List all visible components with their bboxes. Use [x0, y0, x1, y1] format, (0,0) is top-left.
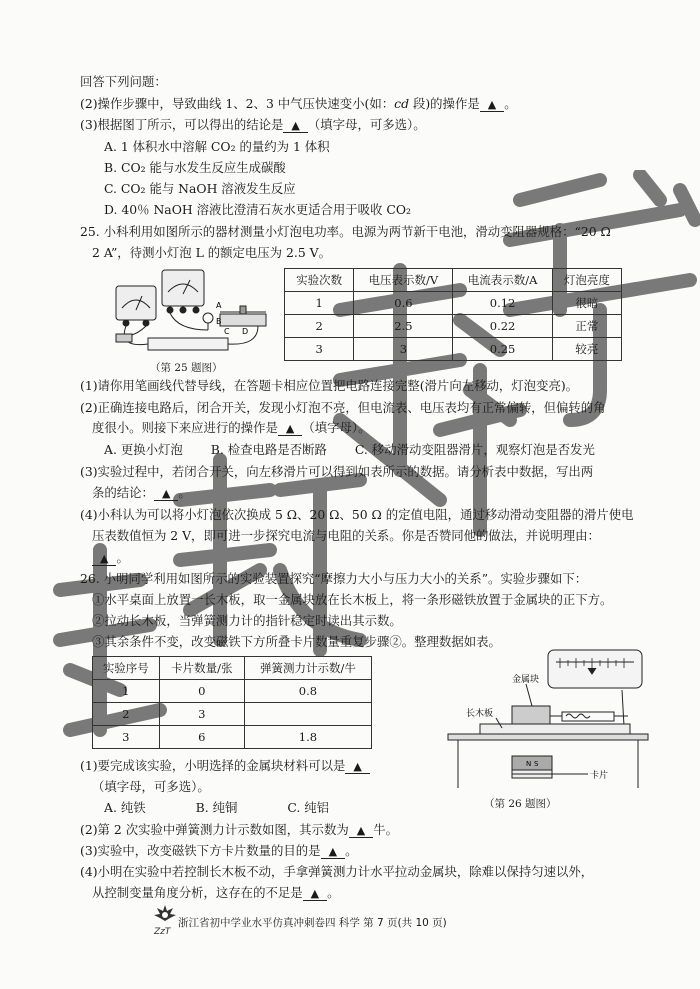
- table-row: [285, 315, 622, 338]
- q26-part3-end: 。: [345, 843, 358, 858]
- q26-figure-caption: （第 26 题图）: [484, 798, 557, 810]
- q25-part1: (1)请你用笔画线代替导线，在答题卡相应位置把电路连接完整(滑片向左移动，灯泡变亮)。: [80, 378, 579, 393]
- q24-part2-text: (2)操作步骤中，导致曲线 1、2、3 中气压快速变小(如：: [80, 96, 395, 111]
- table-cell: [244, 703, 371, 726]
- table-cell: 0.25: [453, 338, 552, 361]
- table-cell: 3: [93, 726, 160, 749]
- table-cell: 0: [159, 680, 244, 703]
- table-cell: 正常: [552, 315, 621, 338]
- publisher-logo-icon: [152, 903, 178, 937]
- q24-part2: [80, 96, 517, 112]
- segment-cd: cd: [394, 96, 409, 111]
- q26-friction-figure: [436, 648, 650, 792]
- q26-part4-end: 。: [327, 885, 340, 900]
- table-cell: 0.22: [453, 315, 552, 338]
- table-cell: 1: [93, 680, 160, 703]
- q26-part1-options: [104, 800, 329, 816]
- table-cell: 2.5: [354, 315, 453, 338]
- answer-blank[interactable]: ▲: [154, 487, 178, 501]
- q25-data-table: [284, 268, 622, 361]
- q24-part3-text: (3)根据图丁所示，可以得出的结论是: [80, 117, 284, 132]
- q25-circuit-figure: [108, 268, 278, 360]
- table-row: [93, 680, 372, 703]
- q24-option-c: C. CO₂ 能与 NaOH 溶液发生反应: [104, 181, 296, 196]
- q25-part2-line1: (2)正确连接电路后，闭合开关，发现小灯泡不亮，但电流表、电压表均有正常偏转，但偏转的角: [80, 400, 606, 415]
- q26-part3: [80, 843, 357, 859]
- q24-part2-text2: 段)的操作是: [409, 96, 480, 111]
- q26-option-b: B. 纯铜: [195, 800, 238, 815]
- q25-part4-end: 。: [116, 550, 129, 565]
- table-cell: 较亮: [552, 338, 621, 361]
- table-header: 灯泡亮度: [552, 269, 621, 292]
- table-header-row: [285, 269, 622, 292]
- metal-block-label: 金属块: [512, 675, 540, 685]
- answer-blank[interactable]: ▲: [321, 845, 345, 859]
- q25-part4-line1: (4)小科认为可以将小灯泡依次换成 5 Ω、20 Ω、50 Ω 的定值电阻，通过移动滑动变阻器的滑片使电: [80, 507, 634, 522]
- q26-part4-text: 从控制变量角度分析，这存在的不足是: [92, 885, 303, 900]
- fig-letter-a: A: [216, 301, 222, 310]
- table-header: 电压表示数/V: [354, 269, 453, 292]
- table-header-row: [93, 657, 372, 680]
- q24-part2-end: 。: [504, 96, 517, 111]
- q25-stem-line2: 2 A”，待测小灯泡 L 的额定电压为 2.5 V。: [92, 245, 331, 260]
- card-label: 卡片: [590, 771, 609, 781]
- q26-data-table: [92, 656, 372, 749]
- table-cell: 0.8: [244, 680, 371, 703]
- q26-part1-line2: （填字母，可多选）。: [92, 779, 210, 794]
- q26-part3-text: (3)实验中，改变磁铁下方卡片数量的目的是: [80, 843, 321, 858]
- q26-part2: [80, 822, 398, 838]
- table-cell: 1: [285, 292, 354, 315]
- table-cell: 3: [159, 703, 244, 726]
- q26-part1-line1: [80, 758, 370, 774]
- answer-blank[interactable]: ▲: [345, 760, 369, 774]
- answer-blank[interactable]: ▲: [480, 98, 504, 112]
- q25-figure-caption: （第 25 题图）: [150, 362, 223, 374]
- table-row: [93, 726, 372, 749]
- fig-letter-d: D: [242, 327, 249, 336]
- q26-step1: ①水平桌面上放置一长木板，取一金属块放在长木板上，将一条形磁铁放置于金属块的正下方。: [92, 592, 613, 607]
- fig-letter-c: C: [224, 327, 230, 336]
- table-cell: 3: [285, 338, 354, 361]
- table-cell: 很暗: [552, 292, 621, 315]
- q26-part4-line1: (4)小明在实验中若控制长木板不动，手拿弹簧测力计水平拉动金属块，除难以保持匀速以外，: [80, 864, 594, 879]
- table-header: 实验次数: [285, 269, 354, 292]
- answer-blank[interactable]: ▲: [303, 887, 327, 901]
- q24-part3-text2: （填字母，可多选）。: [307, 117, 426, 132]
- q25-option-c: C. 移动滑动变阻器滑片，观察灯泡是否发光: [354, 442, 595, 457]
- q25-part4-line2: 压表数值恒为 2 V，即可进一步探究电流与电阻的关系。你是否赞同他的做法，并说明理由：: [92, 528, 600, 543]
- table-row: [93, 703, 372, 726]
- q26-step2: ②拉动长木板，当弹簧测力计的指针稳定时读出其示数。: [92, 613, 402, 628]
- intro-text: 回答下列问题：: [80, 74, 167, 89]
- board-label: 长木板: [466, 709, 494, 719]
- q24-option-b: B. CO₂ 能与水发生反应生成碳酸: [104, 160, 286, 175]
- q26-option-a: A. 纯铁: [104, 800, 146, 815]
- q26-part2-text: (2)第 2 次实验中弹簧测力计示数如图，其示数为: [80, 822, 349, 837]
- table-cell: 1.8: [244, 726, 371, 749]
- answer-blank[interactable]: ▲: [278, 422, 302, 436]
- q25-option-a: A. 更换小灯泡: [104, 442, 183, 457]
- q26-stem: 26. 小明同学利用如图所示的实验装置探究“摩擦力大小与压力大小的关系”。实验步骤如下：: [80, 571, 588, 586]
- table-cell: 3: [354, 338, 453, 361]
- q24-option-a: A. 1 体积水中溶解 CO₂ 的量约为 1 体积: [104, 139, 330, 154]
- answer-blank[interactable]: ▲: [283, 119, 307, 133]
- q25-part2-text2: （填字母）。: [302, 420, 371, 435]
- table-cell: 2: [93, 703, 160, 726]
- answer-blank[interactable]: ▲: [349, 824, 373, 838]
- table-cell: 0.6: [354, 292, 453, 315]
- table-cell: 2: [285, 315, 354, 338]
- magnet-s-label: S: [534, 760, 539, 768]
- q25-part3-end: 。: [178, 485, 191, 500]
- q25-part2-line2: [92, 420, 370, 436]
- q25-stem-line1: 25. 小科利用如图所示的器材测量小灯泡电功率。电源为两节新干电池，滑动变阻器规格：“20 Ω: [80, 224, 611, 239]
- q26-step3: ③其余条件不变，改变磁铁下方所叠卡片数量重复步骤②。整理数据如表。: [92, 634, 501, 649]
- table-row: [285, 292, 622, 315]
- page-footer: 浙江省初中学业水平仿真冲刺卷四 科学 第 7 页(共 10 页): [178, 917, 447, 929]
- q25-part4-line3: [92, 550, 129, 566]
- table-cell: 6: [159, 726, 244, 749]
- table-header: 电流表示数/A: [453, 269, 552, 292]
- table-header: 实验序号: [93, 657, 160, 680]
- q25-part2-options: [104, 442, 595, 458]
- fig-letter-b: B: [216, 317, 222, 326]
- q26-part4-line2: [92, 885, 340, 901]
- magnet-n-label: N: [526, 760, 532, 768]
- q26-option-c: C. 纯铝: [287, 800, 330, 815]
- q26-part2-unit: 牛。: [373, 822, 398, 837]
- logo-text: ZzT: [154, 927, 171, 937]
- q26-part1-text: (1)要完成该实验，小明选择的金属块材料可以是: [80, 758, 346, 773]
- q25-part3-line2: [92, 485, 191, 501]
- table-cell: 0.12: [453, 292, 552, 315]
- q24-option-d: D. 40％ NaOH 溶液比澄清石灰水更适合用于吸收 CO₂: [104, 202, 412, 217]
- q25-part3-line1: (3)实验过程中，若闭合开关，向左移滑片可以得到如表所示的数据。请分析表中数据，写出两: [80, 464, 594, 479]
- q25-part2-text: 度很小。则接下来应进行的操作是: [92, 420, 278, 435]
- table-row: [285, 338, 622, 361]
- table-header: 弹簧测力计示数/牛: [244, 657, 371, 680]
- answer-blank[interactable]: ▲: [92, 552, 116, 566]
- table-header: 卡片数量/张: [159, 657, 244, 680]
- q24-part3: [80, 117, 426, 133]
- q25-part3-text: 条的结论：: [92, 485, 154, 500]
- q25-option-b: B. 检查电路是否断路: [210, 442, 327, 457]
